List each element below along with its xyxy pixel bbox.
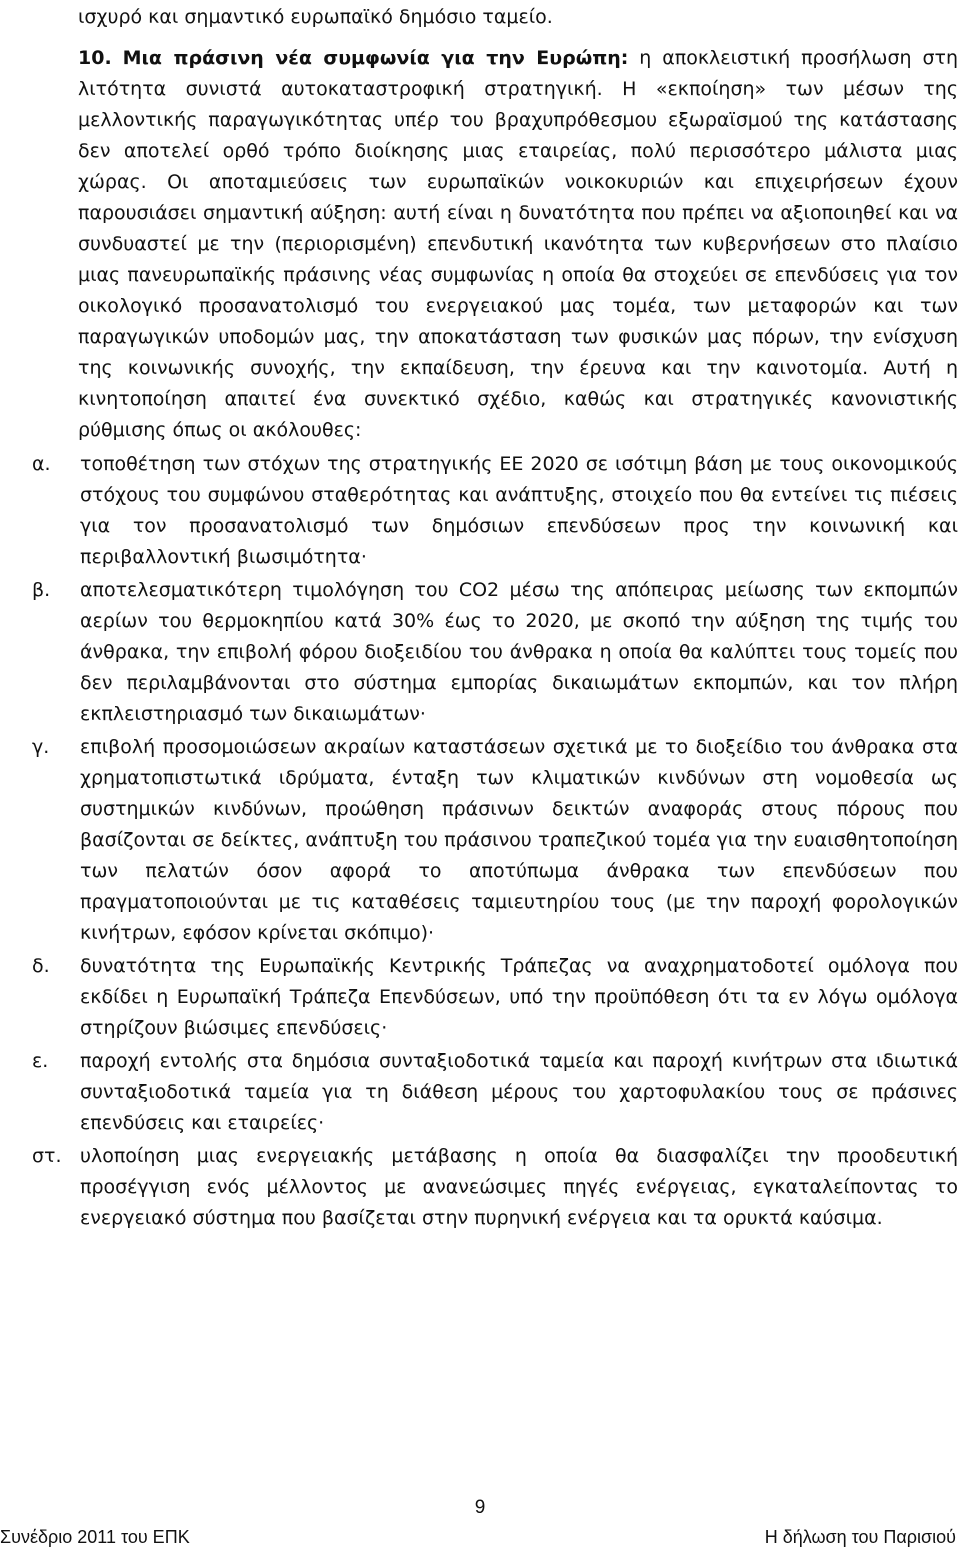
list-marker: β. <box>32 579 51 601</box>
measures-list <box>32 449 958 1234</box>
list-item <box>32 1141 958 1234</box>
list-item-text: επιβολή προσομοιώσεων ακραίων καταστάσεων σχετικά με το διοξείδιο του άνθρακα στα χρηματοπιστωτικά ιδρύματα, ένταξη των κλιματικών κινδύνων στη νομοθεσία ως συστημικών κινδύνων, προώθηση πράσινων δεικτών αναφοράς στους πόρους που βασίζονται σε δείκτες, ανάπτυξη του πράσινου τραπεζικού τομέα για την ευαισθητοποίηση των πελατών όσον αφορά το αποτύπωμα άνθρακα των επενδύσεων που πραγματοποιούνται με τις καταθέσεις ταμιευτηρίου τους (με την παροχή φορολογικών κινήτρων, εφόσον κρίνεται σκόπιμο)· <box>80 736 958 944</box>
list-item <box>32 732 958 949</box>
list-marker: ε. <box>32 1050 49 1072</box>
section-number: 10. <box>78 47 112 69</box>
document-page <box>32 0 958 1236</box>
list-item <box>32 575 958 730</box>
section-body: η αποκλειστική προσήλωση στη λιτότητα συνιστά αυτοκαταστροφική στρατηγική. Η «εκποίηση» των μέσων της μελλοντικής παραγωγικότητας υπέρ του βραχυπρόθεσμου εξωραϊσμού της κατάστασης δεν αποτελεί ορθό τρόπο διοίκησης μιας εταιρείας, πολύ περισσότερο μάλιστα μιας χώρας. Οι αποταμιεύσεις των ευρωπαϊκών νοικοκυριών και επιχειρήσεων έχουν παρουσιάσει σημαντική αύξηση: αυτή είναι η δυνατότητα που πρέπει να αξιοποιηθεί και να συνδυαστεί με την (περιορισμένη) επενδυτική ικανότητα των κυβερνήσεων στο πλαίσιο μιας πανευρωπαϊκής πράσινης νέας συμφωνίας η οποία θα στοχεύει σε επενδύσεις για τον οικολογικό προσανατολισμό του ενεργειακού μας τομέα, των μεταφορών και των παραγωγικών υποδομών μας, την αποκατάσταση των φυσικών μας πόρων, την ενίσχυση της κοινωνικής συνοχής, την εκπαίδευση, την έρευνα και την καινοτομία. Αυτή η κινητοποίηση απαιτεί ένα συνεκτικό σχέδιο, καθώς και στρατηγικές κανονιστικής ρύθμισης όπως οι ακόλουθες: <box>78 47 958 441</box>
list-marker: στ. <box>32 1145 62 1167</box>
list-item-text: τοποθέτηση των στόχων της στρατηγικής ΕΕ 2020 σε ισότιμη βάση με τους οικονομικούς στόχους του συμφώνου σταθερότητας και ανάπτυξης, στοιχείο που θα εντείνει τις πιέσεις για τον προσανατολισμό των δημόσιων επενδύσεων προς την κοινωνική και περιβαλλοντική βιωσιμότητα· <box>80 453 958 568</box>
list-item-text: αποτελεσματικότερη τιμολόγηση του CO2 μέσω της απόπειρας μείωσης των εκπομπών αερίων του θερμοκηπίου κατά 30% έως το 2020, με σκοπό την αύξηση της τιμής του άνθρακα, την επιβολή φόρου διοξειδίου του άνθρακα η οποία θα καλύπτει τους τομείς που δεν περιλαμβάνονται στο σύστημα εμπορίας δικαιωμάτων εκπομπών, και τον πλήρη εκπλειστηριασμό των δικαιωμάτων· <box>80 579 958 725</box>
list-item-text: παροχή εντολής στα δημόσια συνταξιοδοτικά ταμεία και παροχή κινήτρων στα ιδιωτικά συνταξιοδοτικά ταμεία για τη διάθεση μέρους του χαρτοφυλακίου τους σε πράσινες επενδύσεις και εταιρείες· <box>80 1050 958 1134</box>
list-marker: δ. <box>32 955 50 977</box>
footer-left-text: Συνέδριο 2011 του ΕΠΚ <box>0 1527 190 1547</box>
list-item <box>32 449 958 573</box>
intro-line: ισχυρό και σημαντικό ευρωπαϊκό δημόσιο ταμείο. <box>78 6 553 28</box>
list-item-text: υλοποίηση μιας ενεργειακής μετάβασης η οποία θα διασφαλίζει την προοδευτική προσέγγιση ενός μέλλοντος με ανανεώσιμες πηγές ενέργειας, εγκαταλείποντας το ενεργειακό σύστημα που βασίζεται στην πυρηνική ενέργεια και τα ορυκτά καύσιμα. <box>80 1145 958 1229</box>
list-item <box>32 951 958 1044</box>
list-marker: α. <box>32 453 51 475</box>
section-10-paragraph <box>78 43 958 446</box>
footer-right-text: Η δήλωση του Παρισιού <box>764 1527 956 1547</box>
page-number: 9 <box>474 1497 486 1518</box>
list-marker: γ. <box>32 736 50 758</box>
list-item <box>32 1046 958 1139</box>
list-item-text: δυνατότητα της Ευρωπαϊκής Κεντρικής Τράπεζας να αναχρηματοδοτεί ομόλογα που εκδίδει η Ευρωπαϊκή Τράπεζα Επενδύσεων, υπό την προϋπόθεση ότι τα εν λόγω ομόλογα στηρίζουν βιώσιμες επενδύσεις· <box>80 955 958 1039</box>
section-heading: Μια πράσινη νέα συμφωνία για την Ευρώπη: <box>122 47 629 69</box>
